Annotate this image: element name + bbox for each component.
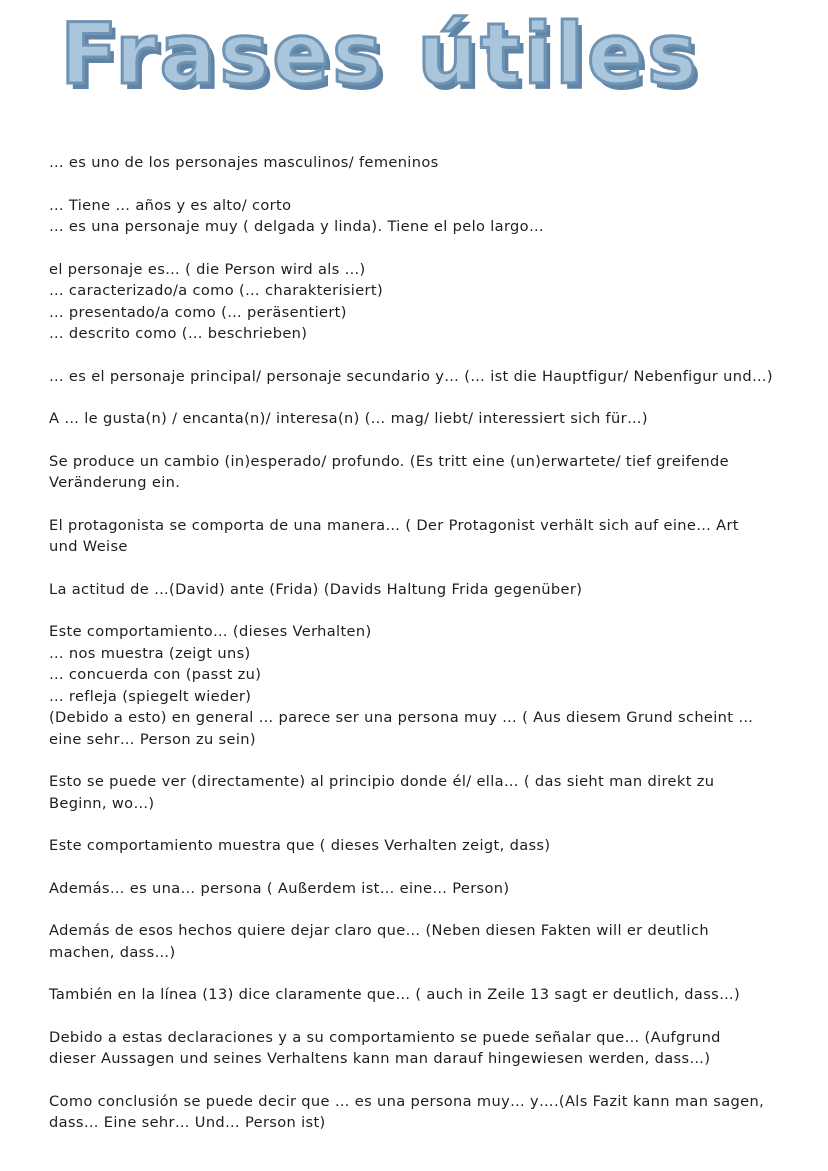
phrase-block bbox=[49, 579, 789, 601]
phrase-line: Beginn, wo…) bbox=[49, 794, 155, 812]
phrase-block bbox=[49, 451, 789, 494]
phrase-block bbox=[49, 195, 789, 238]
phrase-line: und Weise bbox=[49, 538, 128, 555]
phrase-line: … descrito como (… beschrieben) bbox=[49, 325, 308, 342]
phrase-line: Este comportamiento muestra que ( dieses Verhalten zeigt, dass) bbox=[49, 837, 551, 854]
phrase-line: dieser Aussagen und seines Verhaltens kann man darauf hingewiesen werden, dass…) bbox=[49, 1050, 711, 1067]
phrase-block bbox=[49, 835, 789, 857]
phrase-line: También en la línea (13) dice claramente que… ( auch in Zeile 13 sagt er deutlich, dass…) bbox=[49, 986, 741, 1003]
phrase-line: (Debido a esto) en general … parece ser una persona muy … ( Aus diesem Grund scheint … bbox=[49, 709, 754, 726]
phrase-line: Además… es una… persona ( Außerdem ist… eine… Person) bbox=[49, 879, 510, 897]
phrase-line: Este comportamiento… (dieses Verhalten) bbox=[49, 623, 372, 640]
phrase-line: … es el personaje principal/ personaje secundario y… (… ist die Hauptfigur/ Nebenfigur und…) bbox=[49, 367, 773, 385]
phrase-line: … Tiene … años y es alto/ corto bbox=[49, 196, 292, 214]
phrase-line: Esto se puede ver (directamente) al principio donde él/ ella… ( das sieht man direkt zu bbox=[49, 773, 715, 790]
phrase-line: … presentado/a como (… peräsentiert) bbox=[49, 303, 347, 321]
phrase-line: Además de esos hechos quiere dejar claro que… (Neben diesen Fakten will er deutlich bbox=[49, 922, 709, 939]
phrase-block bbox=[49, 878, 789, 900]
phrase-line: … concuerda con (passt zu) bbox=[49, 666, 262, 683]
phrase-line: Como conclusión se puede decir que … es una persona muy… y….(Als Fazit kann man sagen, bbox=[49, 1092, 765, 1110]
phrase-line: El protagonista se comporta de una manera… ( Der Protagonist verhält sich auf eine… Art bbox=[49, 516, 739, 534]
phrase-block bbox=[49, 259, 789, 345]
phrase-line: dass… Eine sehr… Und… Person ist) bbox=[49, 1114, 326, 1131]
phrase-line: Veränderung ein. bbox=[49, 474, 181, 491]
phrase-line: eine sehr… Person zu sein) bbox=[49, 730, 256, 748]
phrase-block bbox=[49, 1091, 789, 1134]
page-title: Frases útiles bbox=[60, 5, 700, 103]
phrase-list bbox=[49, 152, 789, 1155]
phrase-line: Se produce un cambio (in)esperado/ profundo. (Es tritt eine (un)erwartete/ tief greifende bbox=[49, 452, 729, 470]
phrase-line: … es una personaje muy ( delgada y linda). Tiene el pelo largo… bbox=[49, 218, 544, 235]
phrase-line: el personaje es… ( die Person wird als …) bbox=[49, 260, 366, 278]
phrase-line: … caracterizado/a como (… charakterisiert) bbox=[49, 282, 383, 299]
phrase-line: … es uno de los personajes masculinos/ femeninos bbox=[49, 154, 439, 171]
phrase-block bbox=[49, 1027, 789, 1070]
phrase-block bbox=[49, 408, 789, 430]
phrase-block bbox=[49, 515, 789, 558]
phrase-line: machen, dass…) bbox=[49, 943, 176, 961]
phrase-line: Debido a estas declaraciones y a su comportamiento se puede señalar que… (Aufgrund bbox=[49, 1028, 721, 1046]
phrase-block bbox=[49, 366, 789, 388]
phrase-line: La actitud de …(David) ante (Frida) (Davids Haltung Frida gegenüber) bbox=[49, 580, 583, 598]
phrase-block bbox=[49, 984, 789, 1006]
phrase-block bbox=[49, 152, 789, 174]
phrase-block bbox=[49, 771, 789, 814]
phrase-block bbox=[49, 621, 789, 750]
phrase-block bbox=[49, 920, 789, 963]
phrase-line: A … le gusta(n) / encanta(n)/ interesa(n) (… mag/ liebt/ interessiert sich für…) bbox=[49, 410, 648, 427]
phrase-line: … nos muestra (zeigt uns) bbox=[49, 644, 251, 662]
phrase-line: … refleja (spiegelt wieder) bbox=[49, 687, 252, 705]
